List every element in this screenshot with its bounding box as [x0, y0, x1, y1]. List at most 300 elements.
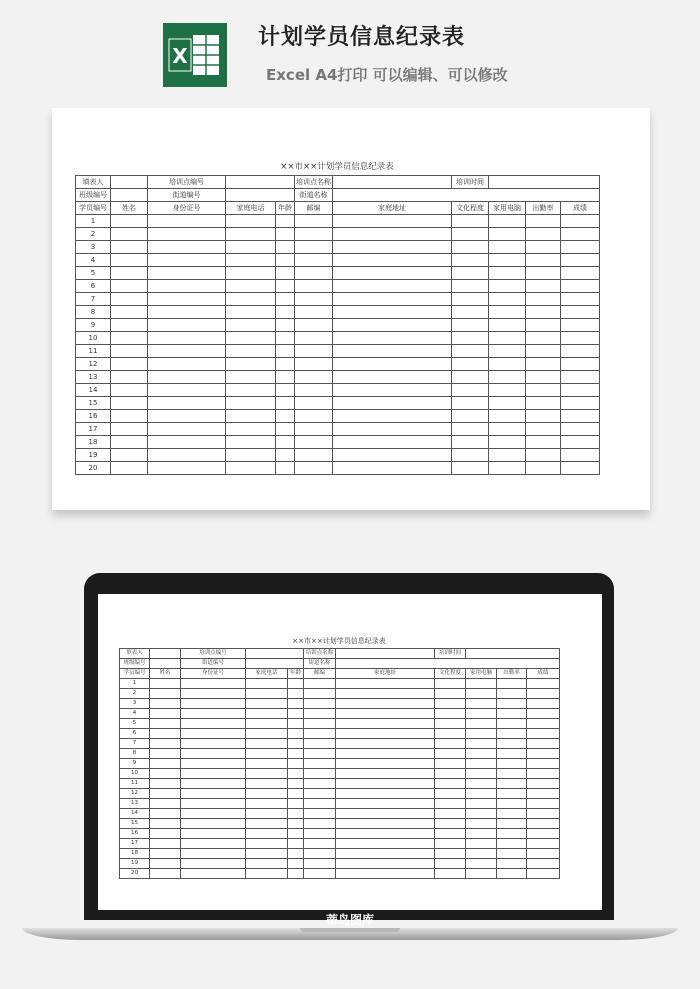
value-training-site-name[interactable]	[336, 649, 435, 659]
table-cell[interactable]	[527, 849, 560, 859]
table-cell[interactable]	[150, 829, 181, 839]
table-cell[interactable]	[246, 839, 288, 849]
table-cell[interactable]	[246, 739, 288, 749]
table-cell[interactable]	[452, 358, 489, 371]
table-cell[interactable]	[336, 699, 435, 709]
table-cell[interactable]	[148, 293, 226, 306]
table-cell[interactable]	[333, 358, 452, 371]
table-cell[interactable]	[333, 371, 452, 384]
table-cell[interactable]	[304, 739, 336, 749]
table-cell[interactable]	[246, 719, 288, 729]
table-cell[interactable]	[276, 306, 295, 319]
table-cell[interactable]	[111, 423, 148, 436]
table-cell[interactable]	[276, 280, 295, 293]
table-cell[interactable]	[288, 789, 304, 799]
table-cell[interactable]	[435, 819, 466, 829]
table-cell[interactable]	[246, 729, 288, 739]
table-cell[interactable]	[527, 819, 560, 829]
table-cell[interactable]	[466, 699, 497, 709]
table-cell[interactable]	[295, 280, 333, 293]
table-cell[interactable]	[288, 759, 304, 769]
table-cell[interactable]	[561, 228, 600, 241]
table-cell[interactable]	[527, 769, 560, 779]
table-cell[interactable]	[111, 358, 148, 371]
table-cell[interactable]	[526, 397, 561, 410]
table-cell[interactable]	[295, 306, 333, 319]
table-cell[interactable]	[526, 345, 561, 358]
table-cell[interactable]	[288, 799, 304, 809]
table-cell[interactable]	[489, 449, 526, 462]
table-cell[interactable]	[561, 254, 600, 267]
table-cell[interactable]	[148, 397, 226, 410]
table-cell[interactable]	[435, 729, 466, 739]
table-cell[interactable]	[150, 809, 181, 819]
table-cell[interactable]	[435, 739, 466, 749]
table-cell[interactable]	[526, 462, 561, 475]
table-cell[interactable]	[226, 423, 276, 436]
table-cell[interactable]	[527, 829, 560, 839]
table-cell[interactable]	[497, 699, 527, 709]
table-cell[interactable]	[148, 319, 226, 332]
table-cell[interactable]	[336, 829, 435, 839]
table-cell[interactable]	[304, 789, 336, 799]
table-cell[interactable]	[226, 254, 276, 267]
table-cell[interactable]	[148, 410, 226, 423]
table-cell[interactable]	[150, 679, 181, 689]
table-cell[interactable]	[226, 462, 276, 475]
table-cell[interactable]	[435, 849, 466, 859]
table-cell[interactable]	[181, 759, 246, 769]
value-training-time[interactable]	[466, 649, 560, 659]
table-cell[interactable]	[333, 423, 452, 436]
table-cell[interactable]	[148, 280, 226, 293]
table-cell[interactable]	[304, 689, 336, 699]
table-cell[interactable]	[111, 215, 148, 228]
table-cell[interactable]	[288, 819, 304, 829]
table-cell[interactable]	[466, 679, 497, 689]
table-cell[interactable]	[497, 729, 527, 739]
table-cell[interactable]	[276, 267, 295, 280]
table-cell[interactable]	[333, 306, 452, 319]
table-cell[interactable]	[181, 789, 246, 799]
value-street-name[interactable]	[333, 189, 600, 202]
table-cell[interactable]	[150, 699, 181, 709]
table-cell[interactable]	[276, 358, 295, 371]
table-cell[interactable]	[527, 789, 560, 799]
table-cell[interactable]	[489, 462, 526, 475]
value-street-name[interactable]	[336, 659, 560, 669]
table-cell[interactable]	[304, 809, 336, 819]
table-cell[interactable]	[497, 799, 527, 809]
table-cell[interactable]	[336, 819, 435, 829]
table-cell[interactable]	[295, 345, 333, 358]
table-cell[interactable]	[435, 719, 466, 729]
table-cell[interactable]	[304, 759, 336, 769]
table-cell[interactable]	[526, 319, 561, 332]
table-cell[interactable]	[226, 267, 276, 280]
value-street-no[interactable]	[226, 189, 295, 202]
table-cell[interactable]	[526, 423, 561, 436]
table-cell[interactable]	[226, 371, 276, 384]
table-cell[interactable]	[181, 779, 246, 789]
value-training-time[interactable]	[489, 176, 600, 189]
table-cell[interactable]	[497, 759, 527, 769]
table-cell[interactable]	[111, 241, 148, 254]
table-cell[interactable]	[295, 293, 333, 306]
table-cell[interactable]	[226, 293, 276, 306]
table-cell[interactable]	[489, 410, 526, 423]
value-class-no[interactable]	[111, 189, 148, 202]
table-cell[interactable]	[336, 719, 435, 729]
table-cell[interactable]	[295, 228, 333, 241]
table-cell[interactable]	[276, 332, 295, 345]
table-cell[interactable]	[527, 699, 560, 709]
table-cell[interactable]	[333, 462, 452, 475]
table-cell[interactable]	[304, 869, 336, 879]
table-cell[interactable]	[111, 397, 148, 410]
table-cell[interactable]	[452, 462, 489, 475]
table-cell[interactable]	[276, 397, 295, 410]
table-cell[interactable]	[452, 306, 489, 319]
table-cell[interactable]	[111, 345, 148, 358]
table-cell[interactable]	[466, 839, 497, 849]
table-cell[interactable]	[304, 859, 336, 869]
table-cell[interactable]	[336, 769, 435, 779]
table-cell[interactable]	[435, 859, 466, 869]
table-cell[interactable]	[466, 739, 497, 749]
table-cell[interactable]	[276, 436, 295, 449]
table-cell[interactable]	[561, 384, 600, 397]
table-cell[interactable]	[435, 789, 466, 799]
table-cell[interactable]	[452, 345, 489, 358]
table-cell[interactable]	[276, 423, 295, 436]
table-cell[interactable]	[489, 215, 526, 228]
table-cell[interactable]	[148, 306, 226, 319]
table-cell[interactable]	[181, 859, 246, 869]
table-cell[interactable]	[561, 423, 600, 436]
table-cell[interactable]	[111, 332, 148, 345]
table-cell[interactable]	[489, 306, 526, 319]
table-cell[interactable]	[497, 739, 527, 749]
table-cell[interactable]	[226, 241, 276, 254]
table-cell[interactable]	[452, 293, 489, 306]
table-cell[interactable]	[489, 397, 526, 410]
table-cell[interactable]	[527, 779, 560, 789]
table-cell[interactable]	[336, 789, 435, 799]
table-cell[interactable]	[181, 679, 246, 689]
table-cell[interactable]	[489, 280, 526, 293]
table-cell[interactable]	[288, 769, 304, 779]
table-cell[interactable]	[304, 779, 336, 789]
table-cell[interactable]	[466, 869, 497, 879]
table-cell[interactable]	[288, 719, 304, 729]
table-cell[interactable]	[304, 699, 336, 709]
table-cell[interactable]	[181, 729, 246, 739]
value-fill-person[interactable]	[150, 649, 181, 659]
table-cell[interactable]	[181, 709, 246, 719]
table-cell[interactable]	[497, 849, 527, 859]
table-cell[interactable]	[276, 241, 295, 254]
table-cell[interactable]	[295, 423, 333, 436]
table-cell[interactable]	[526, 254, 561, 267]
table-cell[interactable]	[246, 849, 288, 859]
table-cell[interactable]	[452, 436, 489, 449]
table-cell[interactable]	[304, 679, 336, 689]
table-cell[interactable]	[295, 254, 333, 267]
table-cell[interactable]	[526, 306, 561, 319]
table-cell[interactable]	[489, 293, 526, 306]
table-cell[interactable]	[333, 397, 452, 410]
table-cell[interactable]	[150, 689, 181, 699]
table-cell[interactable]	[148, 332, 226, 345]
table-cell[interactable]	[336, 709, 435, 719]
table-cell[interactable]	[148, 423, 226, 436]
table-cell[interactable]	[489, 254, 526, 267]
table-cell[interactable]	[527, 759, 560, 769]
table-cell[interactable]	[466, 719, 497, 729]
table-cell[interactable]	[452, 215, 489, 228]
value-fill-person[interactable]	[111, 176, 148, 189]
table-cell[interactable]	[435, 799, 466, 809]
table-cell[interactable]	[466, 779, 497, 789]
table-cell[interactable]	[148, 215, 226, 228]
table-cell[interactable]	[497, 809, 527, 819]
value-training-site-no[interactable]	[226, 176, 295, 189]
table-cell[interactable]	[276, 319, 295, 332]
table-cell[interactable]	[336, 839, 435, 849]
table-cell[interactable]	[497, 779, 527, 789]
table-cell[interactable]	[466, 759, 497, 769]
table-cell[interactable]	[276, 254, 295, 267]
table-cell[interactable]	[148, 449, 226, 462]
table-cell[interactable]	[295, 319, 333, 332]
table-cell[interactable]	[226, 345, 276, 358]
table-cell[interactable]	[150, 739, 181, 749]
table-cell[interactable]	[181, 719, 246, 729]
table-cell[interactable]	[561, 436, 600, 449]
table-cell[interactable]	[336, 779, 435, 789]
table-cell[interactable]	[181, 699, 246, 709]
table-cell[interactable]	[111, 319, 148, 332]
table-cell[interactable]	[466, 689, 497, 699]
value-street-no[interactable]	[246, 659, 304, 669]
table-cell[interactable]	[288, 739, 304, 749]
table-cell[interactable]	[276, 371, 295, 384]
table-cell[interactable]	[111, 280, 148, 293]
table-cell[interactable]	[148, 254, 226, 267]
table-cell[interactable]	[336, 739, 435, 749]
table-cell[interactable]	[304, 849, 336, 859]
table-cell[interactable]	[526, 215, 561, 228]
table-cell[interactable]	[276, 293, 295, 306]
table-cell[interactable]	[527, 799, 560, 809]
table-cell[interactable]	[288, 679, 304, 689]
table-cell[interactable]	[561, 267, 600, 280]
table-cell[interactable]	[333, 267, 452, 280]
table-cell[interactable]	[527, 739, 560, 749]
table-cell[interactable]	[181, 749, 246, 759]
table-cell[interactable]	[226, 384, 276, 397]
table-cell[interactable]	[181, 819, 246, 829]
table-cell[interactable]	[295, 215, 333, 228]
table-cell[interactable]	[246, 829, 288, 839]
table-cell[interactable]	[466, 789, 497, 799]
table-cell[interactable]	[497, 679, 527, 689]
table-cell[interactable]	[527, 809, 560, 819]
table-cell[interactable]	[452, 371, 489, 384]
table-cell[interactable]	[276, 345, 295, 358]
table-cell[interactable]	[489, 241, 526, 254]
table-cell[interactable]	[452, 332, 489, 345]
table-cell[interactable]	[295, 358, 333, 371]
table-cell[interactable]	[452, 397, 489, 410]
table-cell[interactable]	[497, 829, 527, 839]
table-cell[interactable]	[489, 358, 526, 371]
table-cell[interactable]	[246, 759, 288, 769]
table-cell[interactable]	[150, 719, 181, 729]
table-cell[interactable]	[304, 729, 336, 739]
table-cell[interactable]	[526, 332, 561, 345]
table-cell[interactable]	[497, 789, 527, 799]
table-cell[interactable]	[526, 293, 561, 306]
table-cell[interactable]	[226, 306, 276, 319]
table-cell[interactable]	[181, 689, 246, 699]
table-cell[interactable]	[295, 384, 333, 397]
table-cell[interactable]	[336, 679, 435, 689]
table-cell[interactable]	[526, 280, 561, 293]
table-cell[interactable]	[526, 241, 561, 254]
table-cell[interactable]	[288, 869, 304, 879]
table-cell[interactable]	[435, 679, 466, 689]
table-cell[interactable]	[226, 449, 276, 462]
table-cell[interactable]	[466, 769, 497, 779]
table-cell[interactable]	[246, 859, 288, 869]
value-training-site-no[interactable]	[246, 649, 304, 659]
table-cell[interactable]	[304, 719, 336, 729]
table-cell[interactable]	[295, 267, 333, 280]
table-cell[interactable]	[466, 799, 497, 809]
table-cell[interactable]	[246, 769, 288, 779]
table-cell[interactable]	[497, 709, 527, 719]
table-cell[interactable]	[295, 462, 333, 475]
table-cell[interactable]	[489, 228, 526, 241]
table-cell[interactable]	[336, 799, 435, 809]
table-cell[interactable]	[304, 839, 336, 849]
table-cell[interactable]	[295, 241, 333, 254]
table-cell[interactable]	[288, 809, 304, 819]
table-cell[interactable]	[452, 254, 489, 267]
table-cell[interactable]	[276, 228, 295, 241]
table-cell[interactable]	[246, 679, 288, 689]
table-cell[interactable]	[246, 749, 288, 759]
table-cell[interactable]	[489, 436, 526, 449]
table-cell[interactable]	[452, 228, 489, 241]
table-cell[interactable]	[226, 397, 276, 410]
table-cell[interactable]	[527, 709, 560, 719]
table-cell[interactable]	[150, 789, 181, 799]
table-cell[interactable]	[333, 345, 452, 358]
table-cell[interactable]	[148, 228, 226, 241]
table-cell[interactable]	[226, 215, 276, 228]
table-cell[interactable]	[497, 749, 527, 759]
table-cell[interactable]	[148, 358, 226, 371]
table-cell[interactable]	[181, 799, 246, 809]
table-cell[interactable]	[288, 839, 304, 849]
table-cell[interactable]	[527, 839, 560, 849]
table-cell[interactable]	[336, 729, 435, 739]
table-cell[interactable]	[226, 319, 276, 332]
table-cell[interactable]	[452, 423, 489, 436]
table-cell[interactable]	[276, 384, 295, 397]
table-cell[interactable]	[288, 709, 304, 719]
table-cell[interactable]	[527, 749, 560, 759]
table-cell[interactable]	[497, 769, 527, 779]
table-cell[interactable]	[489, 332, 526, 345]
table-cell[interactable]	[276, 462, 295, 475]
table-cell[interactable]	[111, 228, 148, 241]
table-cell[interactable]	[148, 462, 226, 475]
table-cell[interactable]	[304, 819, 336, 829]
table-cell[interactable]	[226, 358, 276, 371]
table-cell[interactable]	[466, 809, 497, 819]
table-cell[interactable]	[489, 371, 526, 384]
table-cell[interactable]	[288, 849, 304, 859]
table-cell[interactable]	[497, 869, 527, 879]
table-cell[interactable]	[497, 839, 527, 849]
table-cell[interactable]	[435, 759, 466, 769]
table-cell[interactable]	[526, 267, 561, 280]
table-cell[interactable]	[336, 749, 435, 759]
table-cell[interactable]	[466, 849, 497, 859]
table-cell[interactable]	[111, 449, 148, 462]
table-cell[interactable]	[333, 319, 452, 332]
table-cell[interactable]	[304, 769, 336, 779]
table-cell[interactable]	[111, 254, 148, 267]
table-cell[interactable]	[333, 384, 452, 397]
table-cell[interactable]	[435, 779, 466, 789]
table-cell[interactable]	[497, 859, 527, 869]
table-cell[interactable]	[452, 410, 489, 423]
table-cell[interactable]	[489, 267, 526, 280]
table-cell[interactable]	[246, 809, 288, 819]
table-cell[interactable]	[295, 410, 333, 423]
table-cell[interactable]	[526, 228, 561, 241]
table-cell[interactable]	[333, 241, 452, 254]
table-cell[interactable]	[295, 397, 333, 410]
value-training-site-name[interactable]	[333, 176, 452, 189]
table-cell[interactable]	[111, 462, 148, 475]
table-cell[interactable]	[148, 345, 226, 358]
table-cell[interactable]	[304, 709, 336, 719]
table-cell[interactable]	[288, 729, 304, 739]
table-cell[interactable]	[111, 371, 148, 384]
table-cell[interactable]	[150, 729, 181, 739]
table-cell[interactable]	[561, 345, 600, 358]
table-cell[interactable]	[246, 709, 288, 719]
table-cell[interactable]	[246, 819, 288, 829]
table-cell[interactable]	[561, 306, 600, 319]
table-cell[interactable]	[288, 779, 304, 789]
table-cell[interactable]	[181, 849, 246, 859]
table-cell[interactable]	[111, 306, 148, 319]
table-cell[interactable]	[561, 462, 600, 475]
table-cell[interactable]	[111, 384, 148, 397]
table-cell[interactable]	[276, 449, 295, 462]
table-cell[interactable]	[246, 779, 288, 789]
table-cell[interactable]	[150, 759, 181, 769]
table-cell[interactable]	[148, 267, 226, 280]
table-cell[interactable]	[435, 869, 466, 879]
